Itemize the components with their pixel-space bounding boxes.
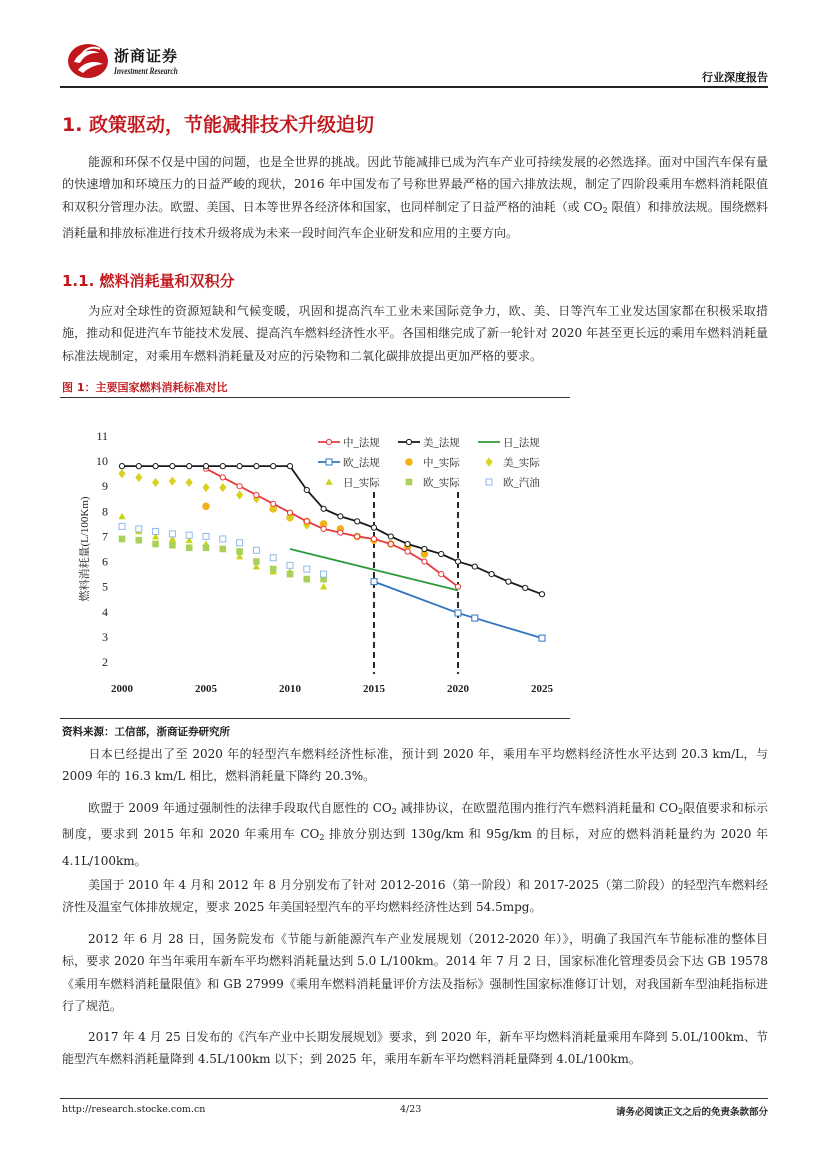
data-point — [186, 478, 193, 487]
data-point — [439, 572, 444, 577]
data-point — [136, 526, 142, 532]
data-point — [371, 525, 376, 530]
legend-label: 中_法规 — [343, 438, 380, 449]
legend-marker — [325, 478, 332, 484]
data-point — [321, 526, 326, 531]
y-tick-label: 8 — [102, 504, 108, 519]
report-type-label: 行业深度报告 — [702, 71, 768, 84]
text-run: 为应对全球性的资源短缺和气候变暖，巩固和提高汽车工业未来国际竞争力，欧、美、日等汽车工业发达国家都在积极采取措施，推动和促进汽车节能技术发展、提高汽车燃料经济性水平。各国相继完成了新一轮针对 2020 年甚至更长远的乘用车燃料消耗量标准法规制定，对乘用车燃料消耗量及对应的污染物和二氧化碳排放提出更加严格的要求。 — [62, 304, 768, 363]
data-point — [371, 536, 376, 541]
section1-paragraph — [62, 151, 768, 244]
legend-label: 美_法规 — [423, 438, 460, 449]
data-point — [304, 487, 309, 492]
paragraph-us — [62, 874, 768, 919]
data-point — [153, 464, 158, 469]
y-tick-label: 11 — [96, 429, 108, 443]
x-tick-label: 2010 — [279, 683, 301, 695]
data-point — [287, 464, 292, 469]
y-axis-label: 燃料消耗量(L/100Km) — [79, 496, 91, 602]
data-point — [202, 483, 209, 492]
legend-label: 欧_法规 — [343, 458, 380, 469]
data-point — [237, 484, 242, 489]
data-point — [118, 513, 125, 519]
section11-paragraph — [62, 300, 768, 367]
data-point — [254, 464, 259, 469]
data-point — [152, 478, 159, 487]
data-point — [439, 551, 444, 556]
legend-label: 美_实际 — [503, 458, 540, 469]
data-point — [388, 541, 393, 546]
data-point — [169, 542, 176, 549]
text-run: 日本已经提出了至 2020 年的轻型汽车燃料经济性标准，预计到 2020 年，乘用车平均燃料经济性水平达到 20.3 km/L，与 2009 年的 16.3 km/L 相比，燃料消耗量下降约 20.3%。 — [62, 747, 768, 784]
y-tick-label: 3 — [102, 629, 108, 644]
y-tick-label: 10 — [96, 454, 108, 469]
legend-marker — [486, 479, 492, 485]
data-point — [405, 549, 410, 554]
data-point — [186, 544, 193, 551]
data-point — [355, 534, 360, 539]
data-point — [287, 562, 293, 568]
data-point — [287, 571, 294, 578]
data-point — [220, 536, 226, 542]
subscript: 2 — [678, 807, 684, 816]
data-point — [287, 510, 292, 515]
text-run: 美国于 2010 年 4 月和 2012 年 8 月分别发布了针对 2012-2016（第一阶段）和 2017-2025（第二阶段）的轻型汽车燃料经济性及温室气体排放规定，要求 2025 年美国轻型汽车的平均燃料经济性达到 54.5mpg。 — [62, 878, 768, 915]
data-point — [187, 464, 192, 469]
data-point — [321, 571, 327, 577]
page-number: 4/23 — [400, 1104, 422, 1115]
y-tick-label: 6 — [102, 554, 108, 569]
data-point — [118, 469, 125, 478]
data-point — [202, 503, 210, 511]
figure-source: 资料来源：工信部，浙商证券研究所 — [62, 726, 230, 738]
data-point — [203, 533, 209, 539]
data-point — [539, 635, 545, 641]
header-divider — [60, 86, 768, 88]
fuel-consumption-chart — [60, 400, 570, 716]
paragraph-china-2012 — [62, 928, 768, 1017]
footer-url-link[interactable]: http://research.stocke.com.cn — [62, 1104, 206, 1115]
footer-disclaimer: 请务必阅读正文之后的免责条款部分 — [615, 1107, 768, 1118]
legend-marker — [485, 457, 492, 466]
company-name-en: Investment Research — [114, 66, 178, 76]
text-run: 减排协议，在欧盟范围内推行汽车燃料消耗量和 CO — [396, 801, 679, 815]
data-point — [304, 519, 309, 524]
text-run: 限值）和排放法规。围绕燃料消耗量和排放标准进行技术升级将成为未来一段时间汽车企业研发和应用的主要方向。 — [62, 199, 768, 240]
data-point — [119, 464, 124, 469]
data-point — [304, 566, 310, 572]
data-point — [321, 506, 326, 511]
subscript: 2 — [319, 833, 325, 843]
data-point — [236, 490, 243, 499]
data-point — [338, 514, 343, 519]
data-point — [186, 532, 192, 538]
data-point — [422, 546, 427, 551]
y-tick-label: 2 — [102, 655, 108, 669]
text-run: 2012 年 6 月 28 日，国务院发布《节能与新能源汽车产业发展规划（2012-2020 年）》，明确了我国汽车节能标准的整体目标，要求 2020 年当年乘用车新车平均燃料消耗量达到 5.0 L/100km。2014 年 7 月 2 日，国家标准化管理委员会下达 GB 19578《乘用车燃料消耗量限值》和 GB 27999《乘用车燃料消耗量评价方法及指标》强制性国家标准修订计划，对我国新车型油耗指标进行了规范。 — [62, 932, 768, 1013]
data-point — [422, 559, 427, 564]
data-point — [236, 548, 243, 555]
data-point — [220, 464, 225, 469]
data-point — [169, 531, 175, 537]
data-point — [119, 536, 126, 543]
paragraph-china-2017 — [62, 1026, 768, 1071]
y-tick-label: 4 — [102, 604, 108, 619]
data-point — [472, 564, 477, 569]
y-tick-label: 9 — [102, 479, 108, 494]
data-point — [253, 547, 259, 553]
data-point — [203, 544, 210, 551]
company-name-cn: 浙商证券 — [114, 47, 179, 65]
section-heading-1-1: 1.1. 燃料消耗量和双积分 — [62, 272, 235, 290]
data-point — [237, 540, 243, 546]
data-point — [455, 610, 461, 616]
data-point — [153, 528, 159, 534]
footer-divider — [60, 1098, 768, 1099]
data-point — [169, 477, 176, 486]
data-point — [388, 534, 393, 539]
data-point — [135, 473, 142, 482]
text-run: 能源和环保不仅是中国的问题，也是全世界的挑战。因此节能减排已成为汽车产业可持续发展的必然选择。面对中国汽车保有量的快速增加和环境压力的日益严峻的现状，2016 年中国发布了号称世界最严格的国六排放法规，制定了四阶段乘用车燃料消耗限值和双积分管理办法。欧盟、美国、日本等世界各经济体和国家，也同样制定了日益严格的油耗（或 CO — [62, 155, 768, 214]
data-point — [539, 592, 544, 597]
subscript: 2 — [391, 807, 397, 816]
text-run: 限值要求和标示制度，要求到 2015 年和 2020 年乘用车 CO — [62, 801, 768, 842]
data-point — [136, 464, 141, 469]
company-logo-icon — [66, 40, 110, 80]
figure-title: 图 1：主要国家燃料消耗标准对比 — [62, 381, 228, 394]
data-point — [136, 537, 143, 544]
data-point — [119, 523, 125, 529]
data-point — [254, 492, 259, 497]
paragraph-japan — [62, 743, 768, 788]
x-tick-label: 2015 — [363, 683, 385, 695]
data-point — [320, 583, 327, 589]
text-run: 2017 年 4 月 25 日发布的《汽车产业中长期发展规划》要求，到 2020 年，新车平均燃料消耗量乘用车降到 5.0L/100km、节能型汽车燃料消耗量降到 4.5L/100km 以下；到 2025 年，乘用车新车平均燃料消耗量降到 4.0L/100km。 — [62, 1030, 768, 1067]
y-tick-label: 5 — [102, 579, 108, 594]
data-point — [253, 558, 260, 565]
figure-top-rule — [60, 397, 570, 398]
data-point — [270, 555, 276, 561]
data-point — [270, 566, 277, 573]
legend-marker — [326, 459, 332, 465]
legend-marker — [326, 439, 331, 444]
legend-marker — [406, 479, 413, 486]
data-point — [455, 584, 460, 589]
data-point — [472, 615, 478, 621]
data-point — [220, 546, 227, 553]
legend-marker — [405, 458, 413, 466]
legend-marker — [406, 439, 411, 444]
legend-label: 欧_汽油 — [503, 478, 540, 489]
data-point — [271, 464, 276, 469]
subscript: 2 — [602, 205, 608, 215]
page-header — [60, 40, 768, 88]
legend-label: 中_实际 — [423, 458, 460, 469]
data-point — [271, 501, 276, 506]
data-point — [355, 519, 360, 524]
text-run: 欧盟于 2009 年通过强制性的法律手段取代自愿性的 CO — [88, 801, 392, 815]
data-point — [152, 541, 159, 548]
text-run: 排放分别达到 130g/km 和 95g/km 的目标，对应的燃料消耗量约为 2020 年 4.1L/100km。 — [62, 827, 769, 868]
x-tick-label: 2000 — [111, 683, 133, 695]
data-point — [405, 541, 410, 546]
legend-label: 欧_实际 — [423, 478, 460, 489]
data-point — [338, 530, 343, 535]
series-line — [206, 469, 458, 587]
data-point — [220, 475, 225, 480]
x-tick-label: 2020 — [447, 683, 469, 695]
data-point — [371, 579, 377, 585]
legend-label: 日_法规 — [503, 438, 540, 449]
paragraph-eu — [62, 797, 768, 872]
data-point — [237, 464, 242, 469]
figure-bottom-rule — [60, 718, 570, 719]
x-tick-label: 2025 — [531, 683, 553, 695]
x-tick-label: 2005 — [195, 683, 217, 695]
legend-label: 日_实际 — [343, 478, 380, 489]
data-point — [203, 464, 208, 469]
data-point — [523, 585, 528, 590]
data-point — [489, 572, 494, 577]
data-point — [170, 464, 175, 469]
data-point — [506, 579, 511, 584]
y-tick-label: 7 — [102, 529, 108, 544]
section-heading-1: 1. 政策驱动，节能减排技术升级迫切 — [62, 114, 375, 136]
data-point — [304, 576, 311, 583]
data-point — [219, 483, 226, 492]
data-point — [455, 559, 460, 564]
